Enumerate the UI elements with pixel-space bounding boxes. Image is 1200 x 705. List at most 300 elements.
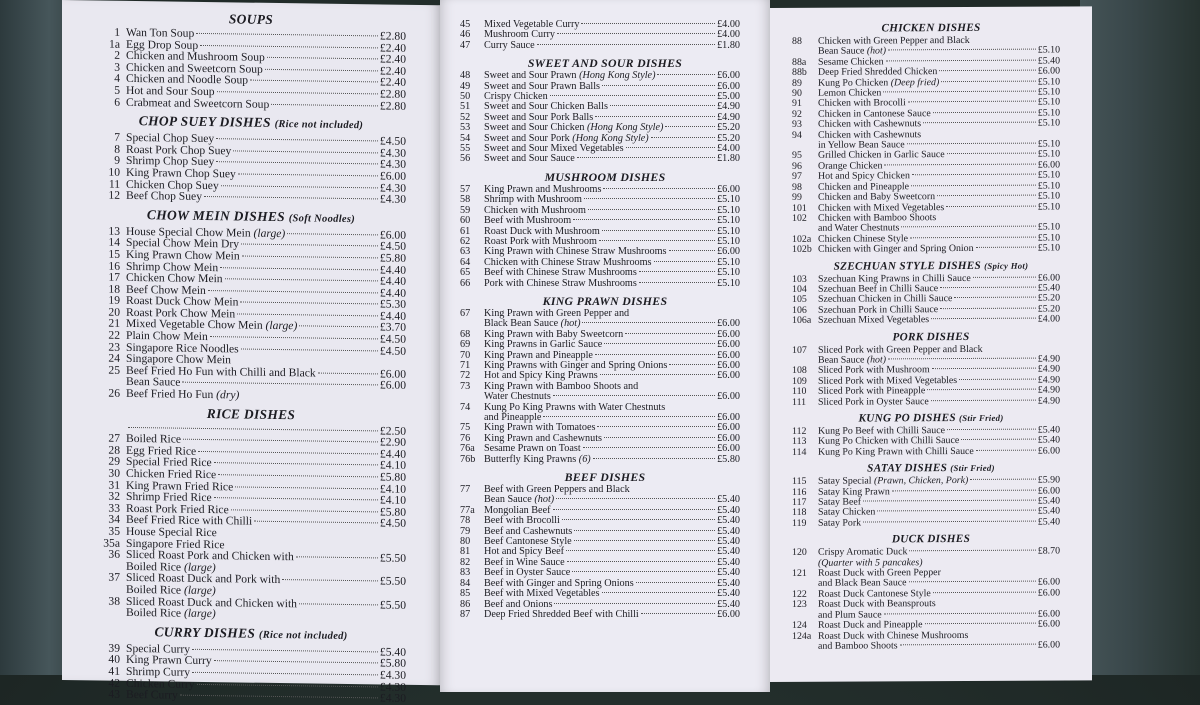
item-number: 62 [440, 237, 484, 247]
item-name-text: Satay Beef [818, 497, 861, 508]
dot-leader [183, 439, 378, 443]
item-number: 72 [440, 371, 484, 381]
item-name-text: Boiled Rice [126, 606, 181, 620]
item-price: £6.00 [380, 368, 406, 380]
dot-leader [925, 623, 1036, 625]
item-price: £5.20 [717, 134, 740, 144]
item-price: £5.10 [1038, 181, 1060, 192]
dot-leader [641, 613, 715, 614]
item-number: 47 [440, 41, 484, 51]
item-price: £5.50 [380, 599, 406, 611]
menu-section [440, 20, 770, 51]
dot-leader [657, 74, 715, 75]
item-price: £5.20 [1038, 304, 1060, 315]
item-price: £2.40 [380, 42, 406, 54]
item-price: £5.40 [717, 600, 740, 610]
item-number: 11 [62, 178, 126, 190]
item-name-text: Beef and Onions [484, 599, 552, 610]
item-price: £4.30 [380, 159, 406, 171]
dot-leader [267, 57, 378, 60]
menu-section [440, 169, 770, 289]
item-note: (large) [184, 560, 216, 573]
item-number: 124 [770, 621, 818, 632]
dot-leader [669, 364, 715, 365]
dot-leader [197, 683, 378, 687]
item-name-text: Sweet and Sour Prawn Balls [484, 81, 600, 92]
item-number: 21 [62, 317, 126, 329]
item-price: £4.30 [380, 194, 406, 206]
item-name-text: King Prawn Chow Mein [126, 248, 240, 263]
item-name-text: Special Fried Rice [126, 455, 212, 469]
dot-leader [610, 105, 715, 106]
item-name-text: in Yellow Bean Sauce [818, 139, 905, 150]
item-number: 68 [440, 330, 484, 340]
item-number: 49 [440, 82, 484, 92]
item-name-text: Chicken with Ginger and Spring Onion [818, 243, 974, 255]
item-name-text: King Prawn with Chinese Straw Mushrooms [484, 246, 667, 257]
dot-leader [192, 672, 378, 676]
item-number: 92 [770, 110, 818, 121]
dot-leader [567, 561, 715, 562]
section-title-text: SZECHUAN STYLE DISHES [834, 259, 981, 272]
item-name-text: King Prawn with Baby Sweetcorn [484, 329, 623, 340]
item-name-text: and Bamboo Shoots [818, 640, 898, 651]
item-note: (Deep fried) [891, 77, 940, 88]
dot-leader [584, 198, 715, 199]
item-name-text: Chicken and Noodle Soup [126, 72, 248, 87]
item-number: 15 [62, 248, 126, 260]
dot-leader [931, 318, 1036, 320]
item-number: 2 [62, 49, 126, 61]
item-price: £4.30 [380, 669, 406, 681]
item-price: £4.40 [380, 448, 406, 460]
item-name-text: Beef Fried Rice with Chilli [126, 513, 252, 528]
dot-leader [562, 519, 715, 520]
item-name-text: Bean Sauce [818, 46, 864, 57]
item-name-text: Mixed Vegetable Chow Mein [126, 317, 263, 332]
item-number: 58 [440, 195, 484, 205]
item-price: £4.40 [380, 264, 406, 276]
section-note: (Stir Fried) [950, 463, 995, 473]
item-number: 113 [770, 437, 818, 448]
dot-leader [933, 111, 1036, 113]
menu-panel-right [770, 6, 1092, 682]
item-name-text: Egg Drop Soup [126, 37, 198, 51]
item-number: 9 [62, 154, 126, 166]
dot-leader [282, 579, 378, 581]
item-price: £5.10 [717, 279, 740, 289]
dot-leader [961, 439, 1036, 440]
dot-leader [214, 497, 378, 500]
item-number: 24 [62, 352, 126, 364]
dot-leader [937, 195, 1036, 197]
menu-item [440, 41, 770, 51]
item-name-text: Roast Duck Chow Mein [126, 294, 238, 309]
dot-leader [553, 509, 716, 510]
dot-leader [231, 509, 378, 512]
dot-leader [626, 147, 715, 148]
dot-leader [254, 521, 378, 524]
item-name-text: Satay King Prawn [818, 486, 890, 497]
item-name-text: Sliced Pork with Mixed Vegetables [818, 375, 957, 387]
dot-leader [901, 226, 1035, 228]
item-price: £4.90 [1038, 396, 1060, 407]
menu-section [440, 55, 770, 165]
item-name-text: Sliced Roast Duck and Chicken with [126, 594, 297, 609]
item-name [484, 455, 591, 465]
menu-section [62, 403, 440, 623]
item-number: 106a [770, 316, 818, 327]
menu-section [440, 469, 770, 620]
item-name-text: Beef with Ginger and Spring Onions [484, 578, 634, 589]
dot-leader [198, 451, 378, 455]
menu-section [770, 410, 1092, 458]
item-number: 8 [62, 143, 126, 155]
item-price: £4.10 [380, 483, 406, 495]
item-name-text: Sesame Prawn on Toast [484, 443, 581, 454]
dot-leader [654, 261, 716, 262]
section-note: (Rice not included) [275, 119, 364, 131]
dot-leader [572, 571, 715, 572]
item-price: £6.00 [717, 434, 740, 444]
dot-leader [574, 540, 715, 541]
item-number: 5 [62, 84, 126, 96]
item-number: 86 [440, 600, 484, 610]
item-price: £5.10 [1038, 202, 1060, 213]
dot-leader [200, 45, 378, 48]
item-price: £5.40 [717, 579, 740, 589]
menu-item [62, 189, 440, 206]
item-price: £5.40 [380, 646, 406, 658]
item-name-text: Beef Curry [126, 688, 178, 702]
item-name-text: Shrimp Fried Rice [126, 490, 212, 504]
item-number: 114 [770, 448, 818, 459]
section-title [440, 169, 770, 185]
item-name-text: Orange Chicken [818, 160, 882, 171]
section-note: (Spicy Hot) [984, 260, 1028, 270]
item-number: 40 [62, 653, 126, 665]
item-price: £6.00 [1038, 609, 1060, 620]
item-name-text: Szechuan Beef in Chilli Sauce [818, 283, 938, 295]
item-number: 87 [440, 610, 484, 620]
item-price: £5.10 [717, 268, 740, 278]
item-price: £6.00 [1038, 446, 1060, 457]
item-price: £6.00 [1038, 588, 1060, 599]
item-name-text: and Black Bean Sauce [818, 578, 907, 589]
dot-leader [911, 184, 1036, 186]
item-price: £6.00 [1038, 273, 1060, 284]
item-name-text: Sweet and Sour Mixed Vegetables [484, 143, 624, 154]
item-number: 102 [770, 214, 818, 225]
dot-leader [651, 137, 715, 138]
menu-item [770, 517, 1092, 529]
dot-leader [577, 157, 715, 158]
item-price: £6.00 [717, 247, 740, 257]
dot-leader [888, 49, 1036, 51]
item-number: 93 [770, 120, 818, 131]
item-price: £5.10 [1038, 192, 1060, 203]
item-number: 6 [62, 96, 126, 108]
dot-leader [909, 581, 1036, 583]
item-number: 46 [440, 30, 484, 40]
menu-section [770, 461, 1092, 530]
item-name-text: Sweet and Sour Pork Balls [484, 112, 593, 123]
item-price: £4.40 [380, 287, 406, 299]
item-name-text: Chicken with Cashewnuts [818, 129, 921, 141]
dot-leader [907, 143, 1036, 145]
item-price: £1.80 [717, 41, 740, 51]
item-name-text: Chicken Fried Rice [126, 467, 216, 481]
dot-leader [233, 150, 378, 153]
menu-section [62, 205, 440, 404]
dot-leader [665, 126, 715, 127]
item-price: £5.10 [1038, 88, 1060, 99]
item-price: £6.00 [717, 444, 740, 454]
item-price: £5.40 [1038, 517, 1060, 528]
item-number: 109 [770, 377, 818, 388]
item-number: 88b [770, 68, 818, 79]
item-number: 28 [62, 444, 126, 456]
dot-leader [947, 429, 1036, 430]
dot-leader [241, 348, 378, 351]
dot-leader [863, 500, 1036, 502]
dot-leader [556, 498, 715, 499]
item-name-text: Szechuan Chicken in Chilli Sauce [818, 293, 952, 305]
dot-leader [946, 205, 1036, 206]
item-name-text: Kung Po King Prawn with Chilli Sauce [818, 446, 974, 458]
item-name [126, 388, 239, 401]
section-title-text: CURRY DISHES [154, 624, 255, 640]
dot-leader [933, 591, 1036, 593]
item-name-text: Plain Chow Mein [126, 329, 208, 343]
dot-leader [574, 530, 715, 531]
item-name-text: Wan Ton Soup [126, 26, 194, 40]
item-name [818, 244, 974, 255]
item-number: 3 [62, 61, 126, 73]
item-number: 103 [770, 274, 818, 285]
item-price: £6.00 [717, 340, 740, 350]
item-price: £5.40 [717, 558, 740, 568]
item-number: 82 [440, 558, 484, 568]
dot-leader [582, 322, 715, 323]
item-price: £5.40 [1038, 436, 1060, 447]
item-price: £5.10 [1038, 77, 1060, 88]
item-price: £4.00 [717, 30, 740, 40]
item-name-text: Sesame Chicken [818, 56, 884, 67]
item-name-text: Sweet and Sour Chicken Balls [484, 101, 608, 112]
item-price: £4.10 [380, 495, 406, 507]
item-price: £5.80 [380, 471, 406, 483]
item-name-text: King Prawn with Tomatoes [484, 422, 595, 433]
dot-leader [602, 85, 715, 86]
dot-leader [250, 80, 378, 83]
item-name-text: King Prawns with Ginger and Spring Onions [484, 360, 667, 371]
item-price: £4.50 [380, 518, 406, 530]
item-name-text: Chicken Chinese Style [818, 233, 908, 244]
item-price: £6.00 [1038, 640, 1060, 651]
item-name-text: Singapore Fried Rice [126, 536, 225, 550]
item-price: £5.40 [717, 537, 740, 547]
dot-leader [910, 236, 1036, 238]
item-name-text: and Plum Sauce [818, 609, 882, 620]
item-number: 115 [770, 477, 818, 488]
item-price: £5.10 [717, 227, 740, 237]
item-name-text: Roast Pork Fried Rice [126, 502, 229, 516]
item-number: 102b [770, 245, 818, 256]
item-note: (hot) [867, 46, 886, 57]
item-price: £5.20 [1038, 294, 1060, 305]
item-name-text: Satay Pork [818, 517, 861, 528]
item-name [818, 641, 898, 652]
dot-leader [912, 174, 1036, 176]
section-title-text: SOUPS [229, 11, 273, 27]
item-name-text: King Prawn Chop Suey [126, 166, 236, 181]
item-number: 105 [770, 295, 818, 306]
item-price: £5.10 [1038, 108, 1060, 119]
item-number: 65 [440, 268, 484, 278]
menu-panel-left [62, 0, 440, 685]
item-number: 104 [770, 285, 818, 296]
item-price: £4.90 [717, 113, 740, 123]
dot-leader [218, 474, 378, 477]
dot-leader [566, 550, 715, 551]
item-name-text: Crispy Chicken [484, 91, 548, 102]
item-name-text: Chicken and Sweetcorn Soup [126, 61, 263, 76]
item-number: 116 [770, 487, 818, 498]
item-note: (hot) [867, 354, 886, 365]
item-number: 59 [440, 206, 484, 216]
dot-leader [597, 426, 715, 427]
item-note: (hot) [534, 494, 554, 505]
item-number: 79 [440, 527, 484, 537]
item-name-text: Boiled Rice [126, 432, 181, 446]
dot-leader [192, 649, 378, 653]
item-name-text: Beef with Mushroom [484, 215, 571, 226]
item-number: 67 [440, 309, 484, 319]
dot-leader [884, 163, 1035, 165]
dot-leader [970, 479, 1035, 480]
dot-leader [573, 219, 715, 220]
dot-leader [900, 644, 1036, 646]
item-name-text: Beef Fried Ho Fun with Chilli and Black [126, 364, 316, 380]
item-number: 20 [62, 306, 126, 318]
item-name-text: Beef Chop Suey [126, 189, 202, 203]
item-price: £5.50 [380, 553, 406, 565]
item-number: 96 [770, 162, 818, 173]
item-price: £6.00 [1038, 578, 1060, 589]
section-title-text: PORK DISHES [893, 331, 970, 343]
menu-item [62, 688, 440, 705]
item-price: £5.20 [717, 123, 740, 133]
item-name-text: Boiled Rice [126, 583, 181, 597]
item-price: £5.40 [717, 568, 740, 578]
item-name-text: Shrimp Chow Mein [126, 259, 218, 273]
item-number [62, 615, 126, 616]
item-number: 1a [62, 38, 126, 50]
dot-leader [886, 59, 1036, 61]
item-price: £5.40 [1038, 425, 1060, 436]
item-number: 54 [440, 134, 484, 144]
item-number: 57 [440, 185, 484, 195]
section-title-text: KUNG PO DISHES [858, 412, 955, 425]
item-number: 76b [440, 455, 484, 465]
item-name-text: Mushroom Curry [484, 29, 555, 40]
item-number: 50 [440, 92, 484, 102]
item-note: (large) [184, 607, 216, 620]
menu-item [770, 640, 1092, 652]
dot-leader [669, 250, 716, 251]
item-price: £5.10 [1038, 171, 1060, 182]
item-price: £6.00 [717, 351, 740, 361]
dot-leader [863, 520, 1036, 522]
item-name-text: Deep Fried Shredded Beef with Chilli [484, 609, 639, 620]
item-number: 73 [440, 382, 484, 392]
dot-leader [639, 271, 715, 272]
item-number: 123 [770, 600, 818, 611]
menu-section [770, 532, 1092, 653]
item-number: 41 [62, 665, 126, 677]
dot-leader [216, 161, 378, 164]
section-title-text: DUCK DISHES [892, 533, 970, 545]
item-number: 25 [62, 364, 126, 376]
dot-leader [954, 297, 1035, 298]
item-number: 51 [440, 102, 484, 112]
item-price: £6.00 [717, 413, 740, 423]
dot-leader [940, 307, 1036, 309]
item-price: £8.70 [1038, 547, 1060, 558]
dot-leader [639, 282, 715, 283]
item-number: 33 [62, 502, 126, 514]
menu-section [770, 258, 1092, 327]
item-number: 107 [770, 345, 818, 356]
item-number: 18 [62, 283, 126, 295]
item-number: 61 [440, 227, 484, 237]
menu-section [62, 8, 440, 112]
item-name-text: Sliced Pork with Mushroom [818, 365, 930, 377]
item-number: 75 [440, 423, 484, 433]
item-price: £6.00 [1038, 67, 1060, 78]
item-price: £5.80 [717, 455, 740, 465]
item-number: 64 [440, 258, 484, 268]
item-name-text: Roast Pork Chop Suey [126, 143, 231, 157]
dot-leader [216, 138, 378, 141]
dot-leader [238, 173, 378, 176]
item-name-text: Roast Duck with Green Pepper [818, 567, 941, 579]
item-number: 69 [440, 340, 484, 350]
item-price: £5.80 [380, 506, 406, 518]
item-number: 111 [770, 397, 818, 408]
section-title-text: CHOW MEIN DISHES [147, 207, 285, 224]
dot-leader [240, 302, 378, 305]
item-name-text: Chicken Curry [126, 676, 195, 690]
item-name-text: Chicken Chow Mein [126, 271, 223, 285]
item-number: 1 [62, 26, 126, 38]
item-name-text: Kung Po King Prawns with Water Chestnuts [484, 402, 665, 413]
item-number: 42 [62, 677, 126, 689]
item-number: 98 [770, 182, 818, 193]
item-number: 53 [440, 123, 484, 133]
item-price: £4.00 [717, 20, 740, 30]
item-name-text: Grilled Chicken in Garlic Sauce [818, 150, 945, 162]
item-number: 90 [770, 89, 818, 100]
item-number: 88 [770, 37, 818, 48]
dot-leader [892, 489, 1036, 491]
item-price: £6.00 [717, 371, 740, 381]
item-name-text: King Prawn with Green Pepper and [484, 308, 629, 319]
dot-leader [939, 70, 1035, 72]
item-name-text: Chicken with Bamboo Shoots [818, 212, 936, 224]
dot-leader [318, 372, 378, 374]
